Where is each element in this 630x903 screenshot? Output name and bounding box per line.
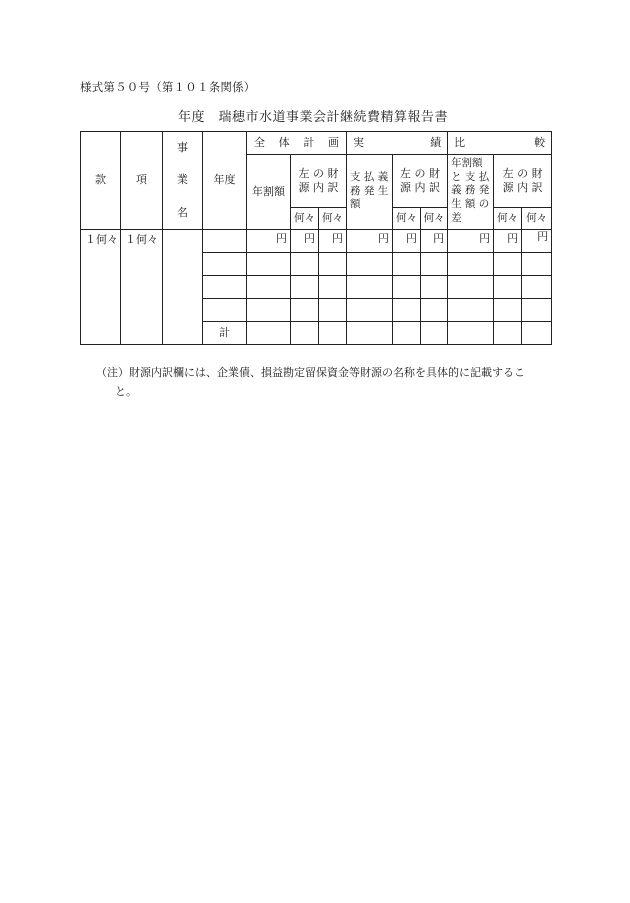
- header-shiharai-gimu: [347, 155, 393, 230]
- header-nani-6: 何々: [522, 208, 552, 230]
- footnote: [96, 363, 556, 401]
- cell-empty: [247, 276, 291, 299]
- cell-empty: [319, 276, 347, 299]
- cell-yen: 円: [347, 230, 393, 253]
- shiharai-line-3: 額: [350, 198, 361, 211]
- cell-nendo: [203, 253, 247, 276]
- header-zaigen-uchiwake-actual: [393, 155, 448, 208]
- cell-empty: [393, 253, 421, 276]
- header-nani-3: 何々: [393, 208, 421, 230]
- sagaku-line-3: 義 務 発: [451, 184, 490, 197]
- cell-empty: [448, 322, 494, 345]
- cell-empty: [291, 276, 319, 299]
- cell-yen: 円: [393, 230, 421, 253]
- cell-empty: [421, 299, 448, 322]
- header-kan: 款: [81, 132, 121, 230]
- jisseki-char-2: 績: [430, 135, 442, 149]
- footnote-line-1: （注）財源内訳欄には、企業債、損益勘定留保資金等財源の名称を具体的に記載するこ: [96, 366, 525, 379]
- header-nendo: 年度: [203, 132, 247, 230]
- cell-nendo: [203, 299, 247, 322]
- cell-empty: [319, 253, 347, 276]
- header-jigyou-char-3: 名: [177, 205, 188, 219]
- header-jisseki: [347, 132, 448, 155]
- footnote-line-2: と。: [115, 385, 137, 398]
- header-zentai-keikaku: [247, 132, 347, 155]
- cell-yen: 円: [247, 230, 291, 253]
- settlement-report-table: [80, 131, 552, 345]
- zaigen-line-2: 源 内 訳: [400, 181, 441, 194]
- cell-yen: 円: [319, 230, 347, 253]
- zentai-char-3: 計: [303, 135, 315, 149]
- sagaku-line-1: 年割額: [451, 157, 483, 169]
- cell-empty: [522, 253, 552, 276]
- zaigen-line-1: 左 の 財: [502, 166, 543, 180]
- zaigen-line-2: 源 内 訳: [298, 181, 339, 194]
- cell-empty: [494, 299, 522, 322]
- cell-empty: [247, 253, 291, 276]
- zentai-char-4: 画: [328, 135, 340, 149]
- cell-empty: [421, 253, 448, 276]
- header-nani-1: 何々: [291, 208, 319, 230]
- cell-empty: [393, 276, 421, 299]
- header-kou: 項: [121, 132, 163, 230]
- cell-nendo: [203, 230, 247, 253]
- shiharai-line-2: 務 発 生: [350, 184, 389, 197]
- sagaku-line-4: 生 額 の: [451, 197, 490, 210]
- cell-yen: 円: [448, 230, 494, 253]
- cell-empty: [291, 253, 319, 276]
- cell-empty: [347, 253, 393, 276]
- hikaku-char-2: 較: [534, 135, 546, 149]
- header-sagaku: [448, 155, 494, 230]
- zaigen-line-1: 左 の 財: [400, 166, 441, 180]
- cell-empty: [347, 299, 393, 322]
- total-label: 計: [203, 322, 247, 345]
- cell-yen: 円: [291, 230, 319, 253]
- header-nani-4: 何々: [421, 208, 448, 230]
- cell-empty: [421, 276, 448, 299]
- cell-empty: [319, 299, 347, 322]
- cell-kan: １何々: [81, 230, 121, 345]
- header-nen-wari-gaku: 年割額: [247, 155, 291, 230]
- cell-empty: [448, 276, 494, 299]
- cell-empty: [291, 299, 319, 322]
- cell-empty: [448, 253, 494, 276]
- cell-empty: [393, 299, 421, 322]
- sagaku-line-5: 差: [451, 211, 462, 224]
- document-title: 年度 瑞穂市水道事業会計継続費精算報告書: [178, 110, 449, 125]
- header-jigyou-char-1: 事: [177, 141, 188, 155]
- cell-empty: [319, 322, 347, 345]
- zaigen-line-1: 左 の 財: [298, 166, 339, 180]
- form-number-label: 様式第５０号（第１０１条関係）: [80, 80, 256, 94]
- cell-yen: 円: [421, 230, 448, 253]
- cell-empty: [421, 322, 448, 345]
- cell-empty: [347, 322, 393, 345]
- cell-kou: １何々: [121, 230, 163, 345]
- cell-empty: [494, 276, 522, 299]
- hikaku-char-1: 比: [454, 135, 466, 149]
- table-row: [81, 230, 552, 253]
- cell-empty: [522, 276, 552, 299]
- cell-empty: [522, 299, 552, 322]
- sagaku-line-2: と 支 払: [451, 170, 490, 183]
- cell-empty: [494, 322, 522, 345]
- cell-empty: [522, 322, 552, 345]
- cell-empty: [347, 276, 393, 299]
- cell-empty: [393, 322, 421, 345]
- zaigen-line-2: 源 内 訳: [502, 181, 543, 194]
- cell-empty: [247, 322, 291, 345]
- cell-nendo: [203, 276, 247, 299]
- cell-empty: [247, 299, 291, 322]
- zentai-char-2: 体: [278, 135, 290, 149]
- header-jigyou-mei: [163, 132, 203, 230]
- header-nani-5: 何々: [494, 208, 522, 230]
- cell-empty: [494, 253, 522, 276]
- header-zaigen-uchiwake-compare: [494, 155, 552, 208]
- cell-jigyou-mei: [163, 230, 203, 345]
- header-nani-2: 何々: [319, 208, 347, 230]
- jisseki-char-1: 実: [353, 135, 365, 149]
- zentai-char-1: 全: [254, 135, 265, 149]
- cell-empty: [448, 299, 494, 322]
- header-hikaku: [448, 132, 552, 155]
- shiharai-line-1: 支 払 義: [350, 171, 389, 183]
- cell-yen: 円: [494, 230, 522, 253]
- cell-empty: [291, 322, 319, 345]
- header-zaigen-uchiwake-plan: [291, 155, 347, 208]
- header-jigyou-char-2: 業: [177, 173, 188, 187]
- cell-yen: 円: [522, 230, 552, 253]
